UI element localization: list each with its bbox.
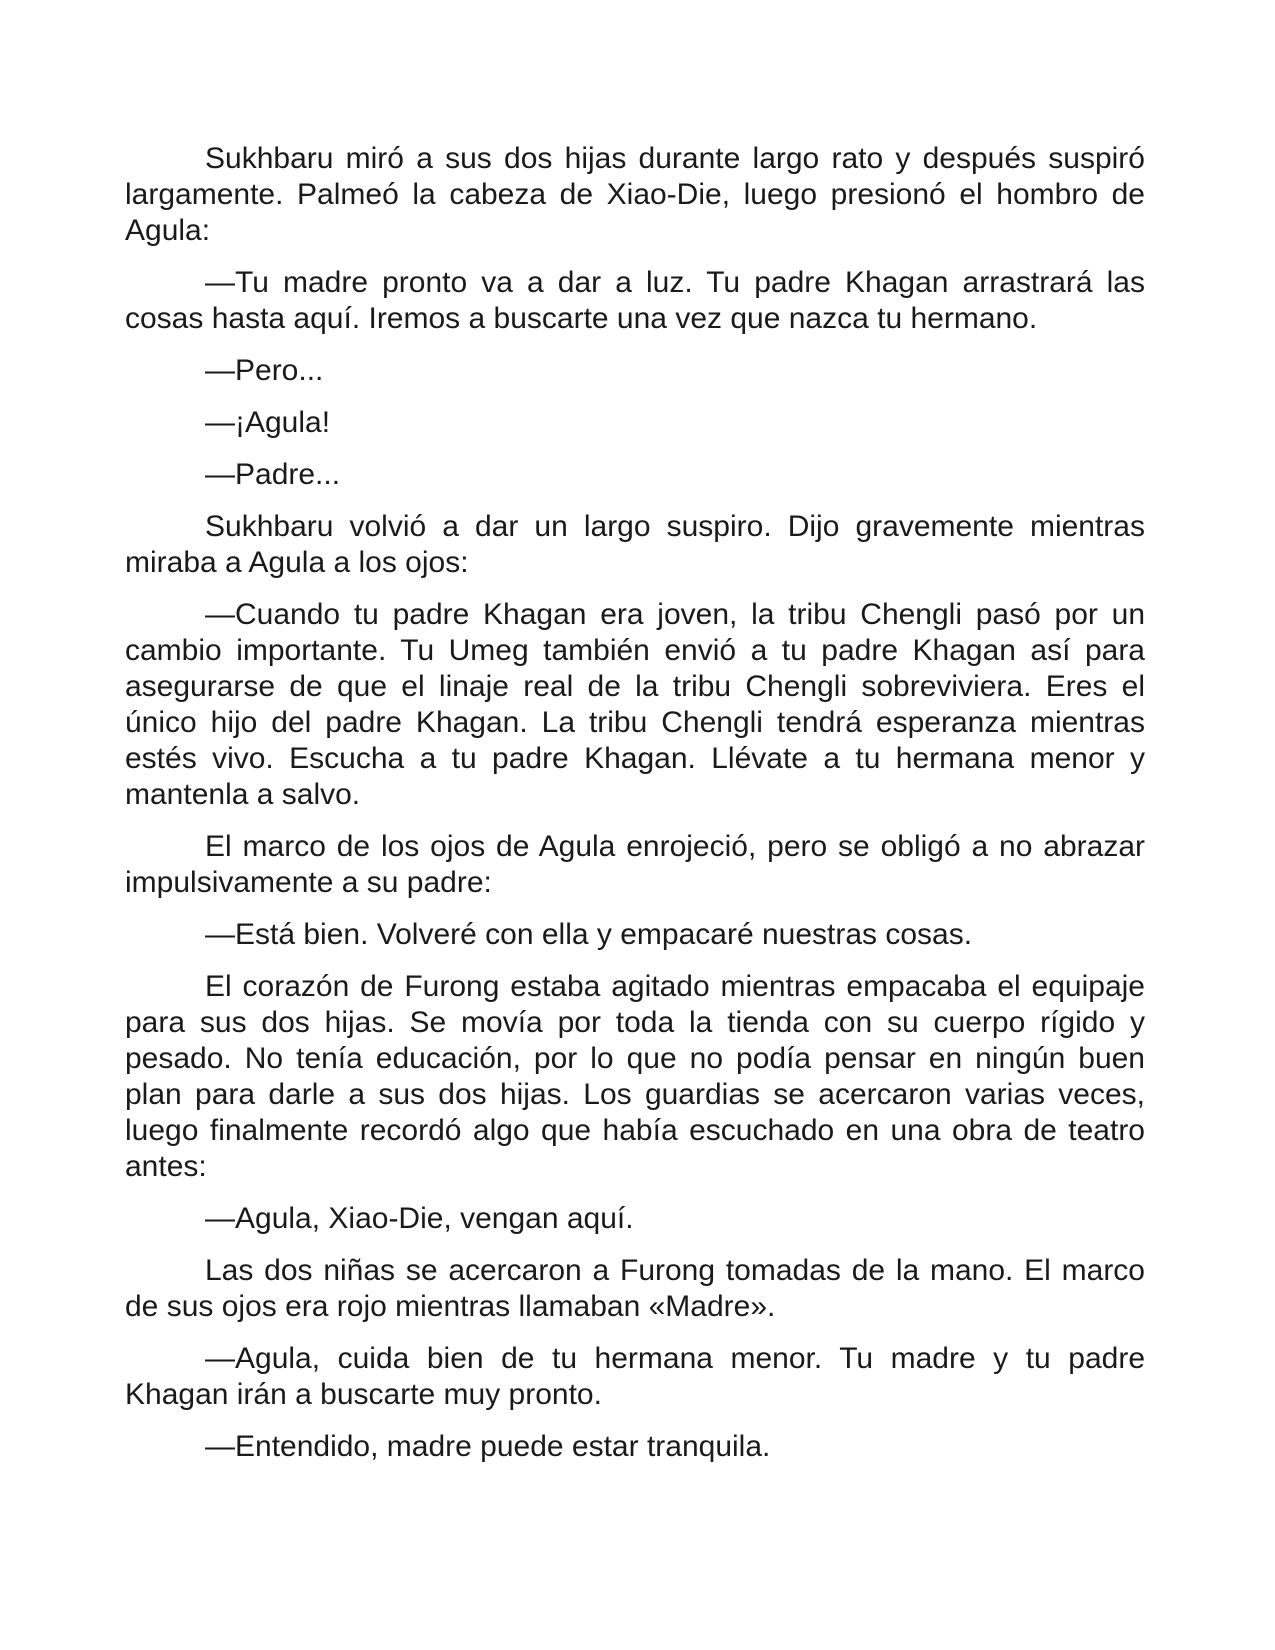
paragraph: —Tu madre pronto va a dar a luz. Tu padre Khagan arrastrará las cosas hasta aquí. Iremos a buscarte una vez que nazca tu hermano. bbox=[125, 266, 1145, 335]
paragraph: El corazón de Furong estaba agitado mientras empacaba el equipaje para sus dos hijas. Se movía por toda la tienda con su cuerpo rígido y pesado. No tenía educación, por lo que no podía pensar en ningún buen plan para darle a sus dos hijas. Los guardias se acercaron varias veces, luego finalmente recordó algo que había escuchado en una obra de teatro antes: bbox=[125, 970, 1145, 1183]
paragraph: Las dos niñas se acercaron a Furong tomadas de la mano. El marco de sus ojos era rojo mientras llamaban «Madre». bbox=[125, 1254, 1145, 1323]
paragraph: —Agula, Xiao-Die, vengan aquí. bbox=[205, 1202, 634, 1235]
paragraph: —Pero... bbox=[205, 354, 324, 387]
document-page bbox=[125, 141, 1145, 1481]
paragraph: —Entendido, madre puede estar tranquila. bbox=[205, 1430, 771, 1463]
paragraph: —¡Agula! bbox=[205, 406, 331, 439]
paragraph: Sukhbaru volvió a dar un largo suspiro. Dijo gravemente mientras miraba a Agula a los ojos: bbox=[125, 510, 1145, 579]
paragraph: —Padre... bbox=[205, 458, 341, 491]
paragraph: —Cuando tu padre Khagan era joven, la tribu Chengli pasó por un cambio importante. Tu Umeg también envió a tu padre Khagan así para asegurarse de que el linaje real de la tribu Chengli sobreviviera. Eres el único hijo del padre Khagan. La tribu Chengli tendrá esperanza mientras estés vivo. Escucha a tu padre Khagan. Llévate a tu hermana menor y mantenla a salvo. bbox=[125, 598, 1145, 811]
paragraph: —Agula, cuida bien de tu hermana menor. Tu madre y tu padre Khagan irán a buscarte muy pronto. bbox=[125, 1342, 1145, 1411]
paragraph: El marco de los ojos de Agula enrojeció, pero se obligó a no abrazar impulsivamente a su padre: bbox=[125, 830, 1145, 899]
paragraph: Sukhbaru miró a sus dos hijas durante largo rato y después suspiró largamente. Palmeó la cabeza de Xiao-Die, luego presionó el hombro de Agula: bbox=[125, 142, 1145, 247]
paragraph: —Está bien. Volveré con ella y empacaré nuestras cosas. bbox=[205, 918, 973, 951]
